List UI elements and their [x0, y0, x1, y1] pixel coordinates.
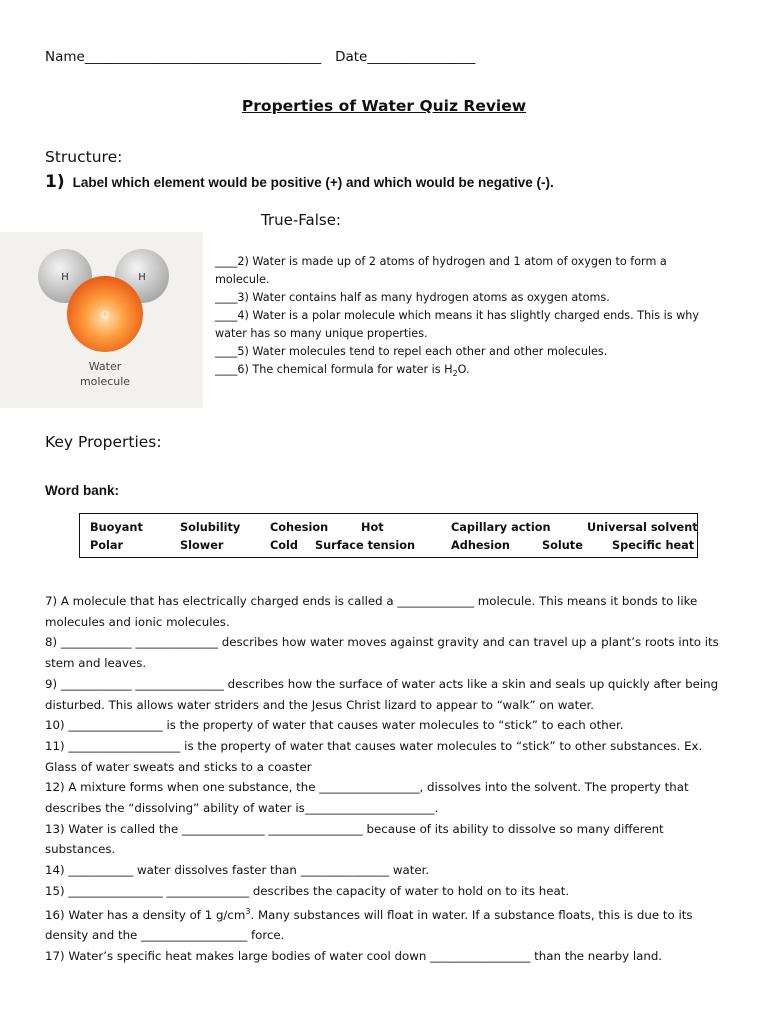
question-16-suffix: . Many substances will float in water. If a substance floats, this is due to its density and the __________________ force.	[45, 907, 693, 943]
water-molecule-diagram	[0, 232, 203, 408]
true-false-list	[215, 253, 705, 383]
word-bank-term: Hot	[361, 521, 384, 534]
page-title: Properties of Water Quiz Review	[241, 97, 527, 115]
word-bank-term: Buoyant	[90, 521, 143, 534]
word-bank-term: Surface tension	[315, 539, 416, 552]
true-false-heading: True-False:	[261, 211, 341, 229]
word-bank-term: Cold	[270, 539, 299, 552]
tf-item-4: ____4) Water is a polar molecule which means it has slightly charged ends. This is why water has so many unique properties.	[215, 309, 700, 340]
word-bank-term: Adhesion	[451, 539, 510, 552]
tf-item-6-subscript: 2	[452, 369, 458, 379]
word-bank-term: Slower	[180, 539, 224, 552]
tf-item-5: ____5) Water molecules tend to repel each other and other molecules.	[215, 345, 608, 358]
header-row	[45, 49, 475, 65]
date-field[interactable]: Date________________	[335, 49, 476, 65]
word-bank-term: Capillary action	[451, 521, 551, 534]
question-16-superscript: 3	[245, 906, 251, 916]
question-16	[45, 902, 735, 946]
question-12: 12) A mixture forms when one substance, the _________________, dissolves into the solvent. The property that describes the “dissolving” ability of water is______________________.	[45, 780, 689, 816]
name-field[interactable]: Name___________________________________	[45, 49, 322, 65]
fill-in-questions	[45, 591, 735, 967]
question-7: 7) A molecule that has electrically charged ends is called a _____________ molecule. This means it bonds to like molecules and ionic molecules.	[45, 594, 698, 629]
question-1-text: Label which element would be positive (+) and which would be negative (-).	[72, 175, 554, 190]
word-bank-term: Solute	[542, 539, 583, 552]
question-9: 9) ____________ _______________ describes how the surface of water acts like a skin and seals up quickly after being disturbed. This allows water striders and the Jesus Christ lizard to appear to “walk” on water.	[45, 676, 719, 712]
question-8: 8) ____________ ______________ describes how water moves against gravity and can travel up a plant’s roots into its stem and leaves.	[45, 635, 719, 671]
key-properties-heading: Key Properties:	[45, 433, 162, 451]
word-bank-term: Cohesion	[270, 521, 329, 534]
tf-item-3: ____3) Water contains half as many hydrogen atoms as oxygen atoms.	[215, 291, 610, 304]
question-13: 13) Water is called the ______________ ________________ because of its ability to dissolve so many different substances.	[45, 821, 664, 857]
hydrogen-label-right: H	[138, 272, 146, 283]
question-10: 10) ________________ is the property of water that causes water molecules to “stick” to each other.	[45, 718, 624, 733]
question-14: 14) ___________ water dissolves faster than _______________ water.	[45, 863, 430, 878]
question-1-number: 1)	[45, 172, 65, 192]
figure-caption-line1: Water	[88, 360, 122, 373]
structure-heading: Structure:	[45, 148, 123, 166]
hydrogen-label-left: H	[61, 272, 69, 283]
word-bank-box	[79, 513, 698, 558]
question-16-text: 16) Water has a density of 1 g/cm	[45, 907, 246, 922]
oxygen-label: O	[101, 310, 109, 321]
question-17: 17) Water’s specific heat makes large bodies of water cool down _________________ than the nearby land.	[45, 948, 663, 963]
figure-caption-line2: molecule	[79, 375, 131, 388]
question-1	[45, 172, 554, 192]
water-molecule-figure	[0, 232, 203, 408]
tf-item-6-text: ____6) The chemical formula for water is H	[215, 363, 453, 376]
word-bank-term: Universal solvent	[587, 521, 698, 534]
word-bank-term: Solubility	[180, 521, 241, 534]
word-bank-term: Polar	[90, 539, 124, 552]
word-bank-label: Word bank:	[45, 483, 119, 498]
tf-item-2: ____2) Water is made up of 2 atoms of hydrogen and 1 atom of oxygen to form a molecule.	[215, 255, 667, 286]
tf-item-6-suffix: O.	[457, 363, 470, 376]
tf-item-6	[215, 361, 705, 383]
question-15: 15) ________________ ______________ describes the capacity of water to hold on to its heat.	[45, 883, 570, 898]
word-bank-term: Specific heat	[612, 539, 695, 552]
question-11: 11) ___________________ is the property of water that causes water molecules to “stick” to other substances. Ex. Glass of water sweats and sticks to a coaster	[45, 738, 703, 774]
